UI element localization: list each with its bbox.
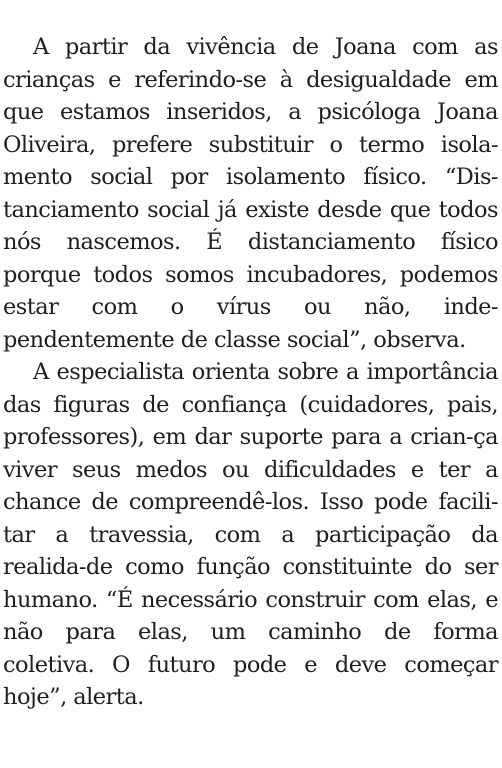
article-paragraph-1: A partir da vivência de Joana com as crianças e referindo-se à desigualdade em que estamos inseridos, a psicóloga Joana Oliveira, prefere substituir o termo isola-mento social por isolamento físico. “Dis-tanciamento social já existe desde que todos nós nascemos. É distanciamento físico porque todos somos incubadores, podemos estar com o vírus ou não, inde-pendentemente de classe social”, observa. xyxy=(3,34,498,353)
article-paragraph-2: A especialista orienta sobre a importância das figuras de confiança (cuidadores, pais, professores), em dar suporte para a crian-ça viver seus medos ou dificuldades e ter a chance de compreendê-los. Isso pode facili-tar a travessia, com a participação da realida-de como função constituinte do ser humano. “É necessário construir com elas, e não para elas, um caminho de forma coletiva. O futuro pode e deve começar hoje”, alerta. xyxy=(3,359,498,710)
